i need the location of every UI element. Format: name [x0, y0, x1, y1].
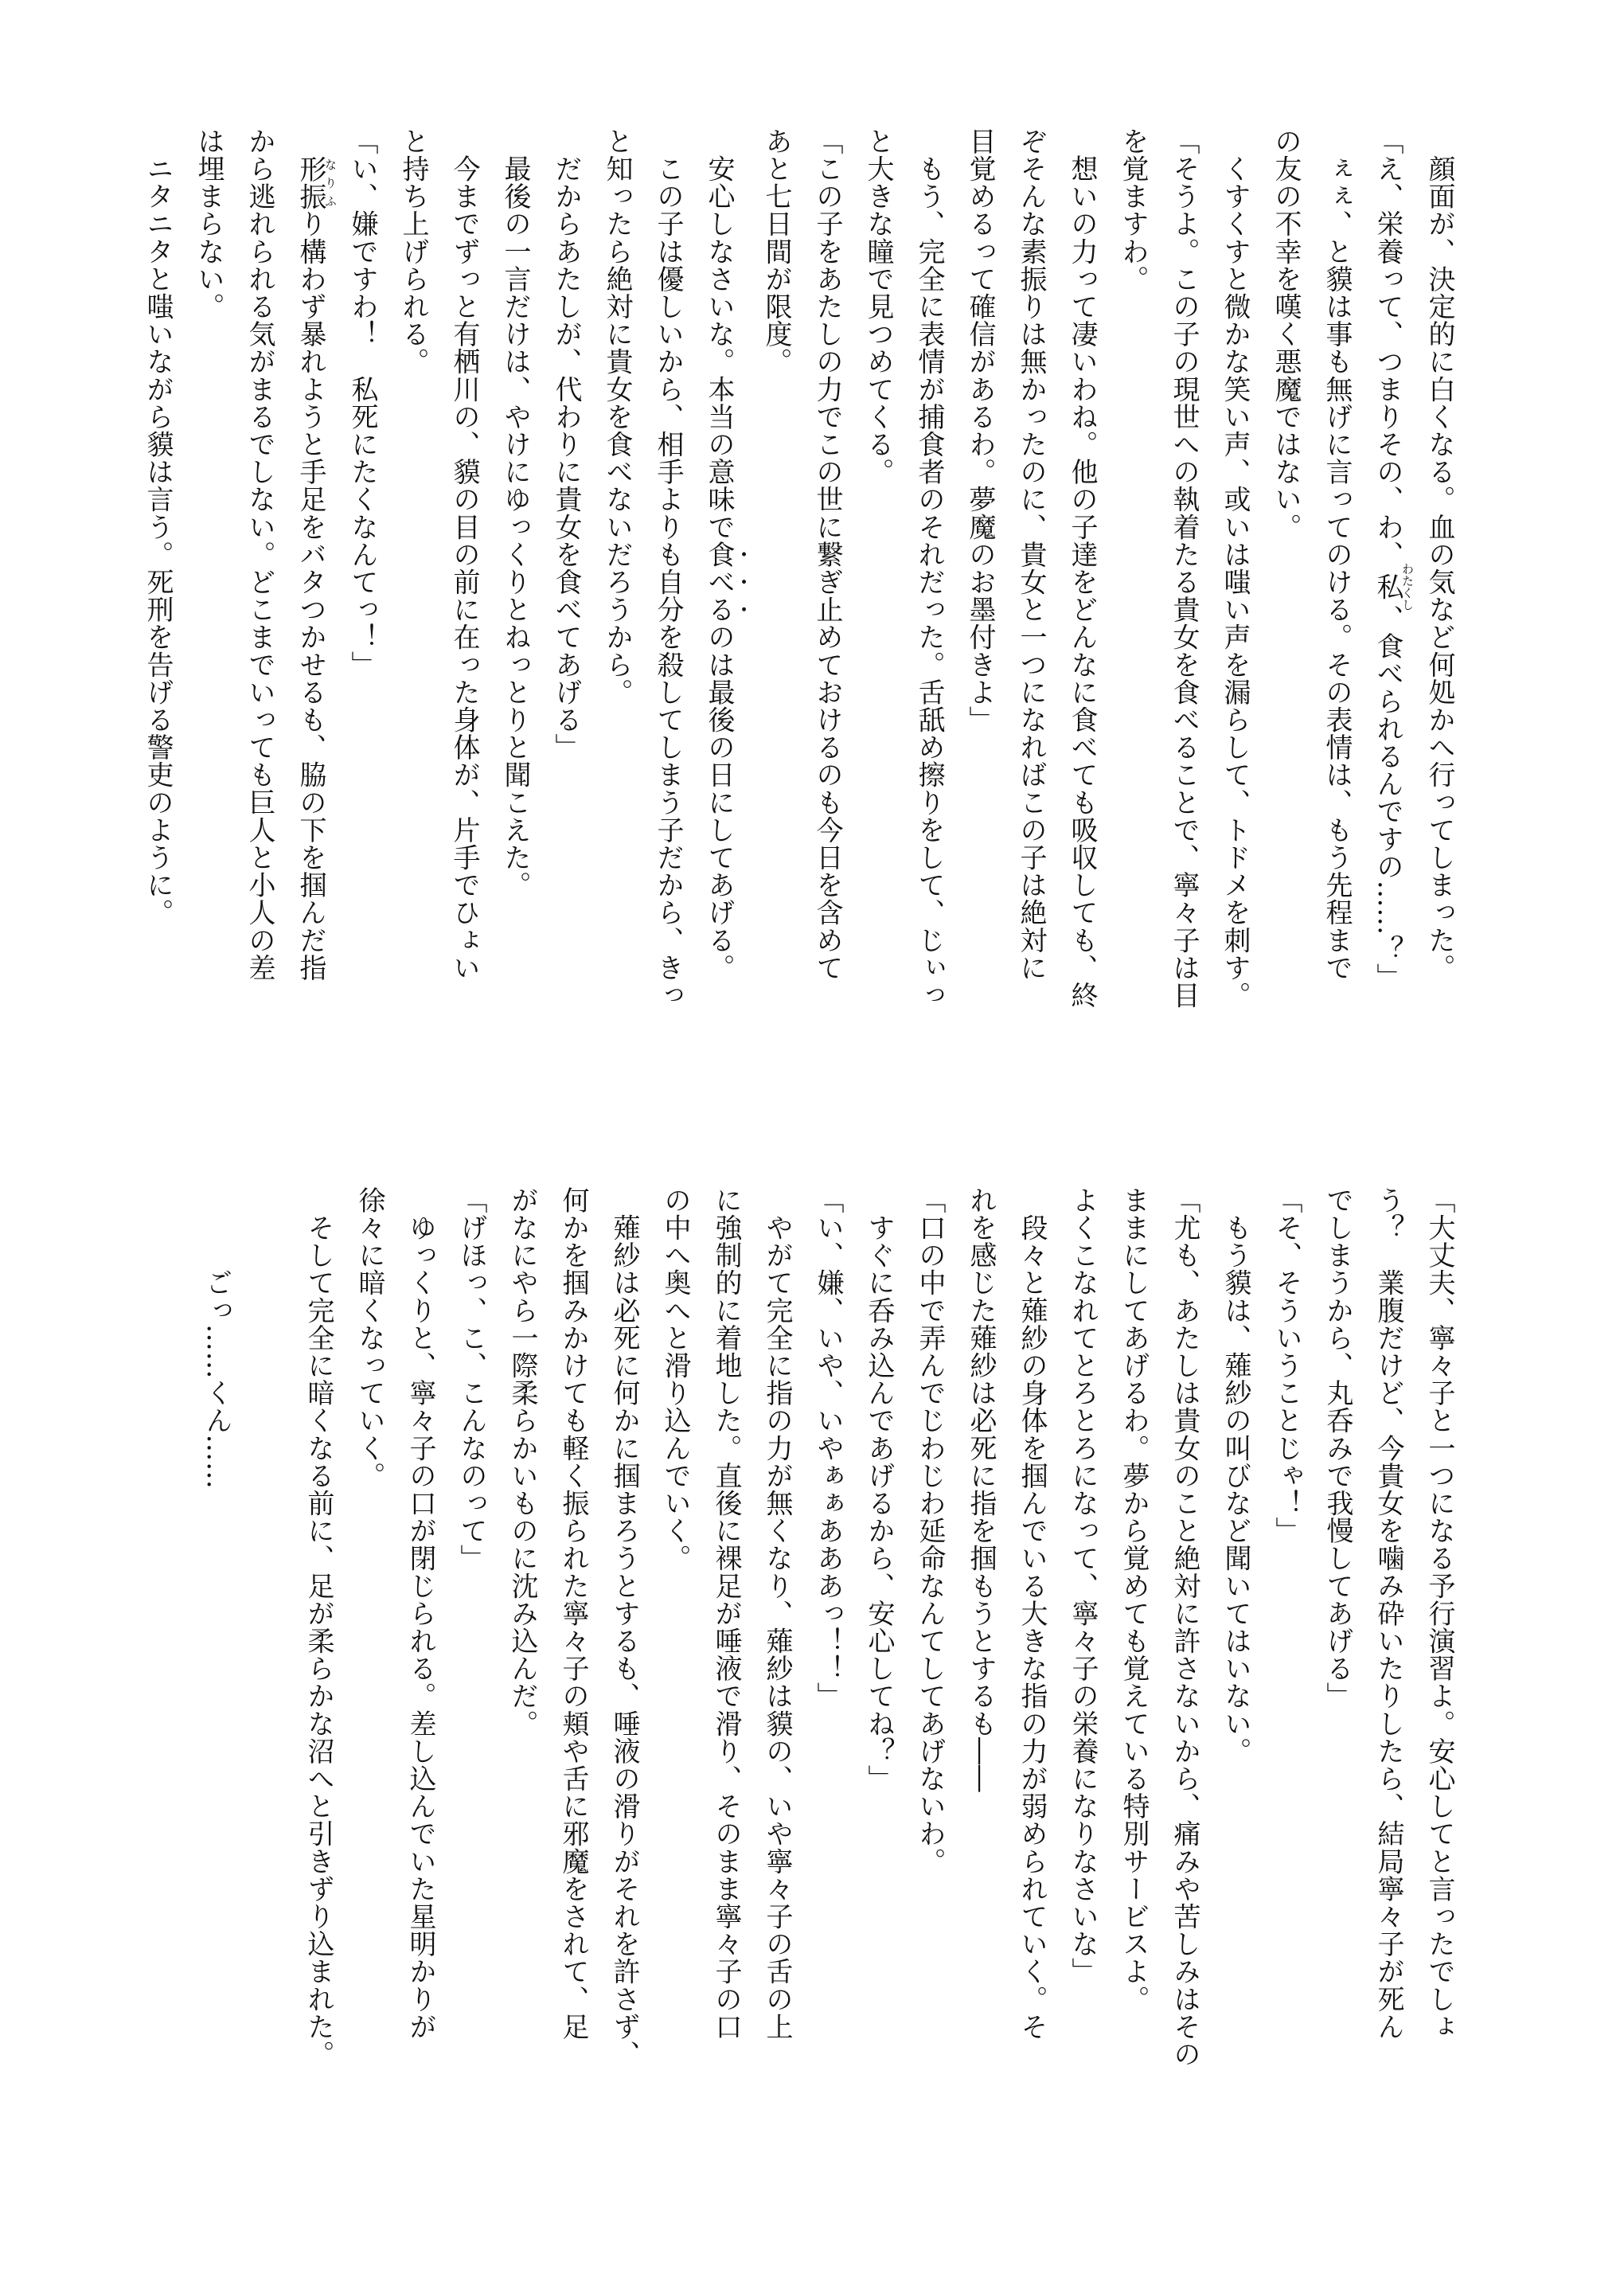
text-line: 「そうよ。この子の現世への執着たる貴女を食べることで、寧々子は目 — [1168, 127, 1200, 1010]
text-line: 安心しなさいな。本当の意味で食べるのは最後の日にしてあげる。 — [703, 154, 735, 982]
furigana: 形振なりふ — [295, 154, 338, 210]
text-line: やがて完全に指の力が無くなり、薙紗は貘の、いや寧々子の舌の上 — [761, 1213, 793, 2041]
text-line: 「い、嫌、いや、いやぁぁあああっ！！」 — [812, 1186, 844, 1710]
text-line: ままにしてあげるわ。夢から覚めても覚えている特別サービスよ。 — [1118, 1186, 1150, 2013]
text-line: よくこなれてとろとろになって、寧々子の栄養になりなさいな」 — [1067, 1186, 1099, 1986]
text-line: 「口の中で弄んでじわじわ延命なんてしてあげないわ。 — [914, 1186, 946, 1875]
text-line: の友の不幸を嘆く悪魔ではない。 — [1270, 127, 1302, 541]
text-line: 「この子をあたしの力でこの世に繋ぎ止めておけるのも今日を含めて — [811, 127, 843, 982]
text-line: と知ったら絶対に貴女を食べないだろうから。 — [601, 127, 633, 706]
text-line: くすくすと微かな笑い声、或いは嗤い声を漏らして、トドメを刺す。 — [1219, 154, 1251, 1010]
text-line: だからあたしが、代わりに貴女を食べてあげる」 — [550, 154, 582, 761]
text-line: に強制的に着地した。直後に裸足が唾液で滑り、そのまま寧々子の口 — [710, 1186, 742, 2041]
text-line: ぇぇ、と貘は事も無げに言ってのける。その表情は、もう先程まで — [1321, 154, 1353, 982]
text-line: もう貘は、薙紗の叫びなど聞いてはいない。 — [1220, 1213, 1251, 1765]
text-line: この子は優しいから、相手よりも自分を殺してしまう子だから、きっ — [652, 154, 684, 1010]
text-line: 最後の一言だけは、やけにゆっくりとねっとりと聞こえた。 — [499, 154, 531, 899]
text-line: 顔面が、決定的に白くなる。血の気など何処かへ行ってしまった。 — [1423, 154, 1455, 982]
blank-line — [242, 1186, 293, 2189]
text-line: 形振なりふり構わず暴れようと手足をバタつかせるも、脇の下を掴んだ指 — [295, 154, 338, 982]
text-line: 何かを掴みかけても軽く振られた寧々子の頬や舌に邪魔をされて、足 — [557, 1186, 589, 2041]
text-line: 薙紗は必死に何かに掴まろうとするも、唾液の滑りがそれを許さず、 — [608, 1213, 640, 2068]
text-line: 段々と薙紗の身体を掴んでいる大きな指の力が弱められていく。そ — [1016, 1213, 1048, 2041]
text-line: もう、完全に表情が捕食者のそれだった。舌舐め擦りをして、じぃっ — [913, 154, 945, 1010]
text-line: う？ 業腹だけど、今貴女を噛み砕いたりしたら、結局寧々子が死ん — [1372, 1186, 1404, 2041]
text-line: と大きな瞳で見つめてくる。 — [862, 127, 894, 486]
text-line: ニタニタと嗤いながら貘は言う。死刑を告げる警吏のように。 — [142, 154, 174, 927]
text-line: ごっ……くん…… — [201, 1268, 232, 1490]
text-line: あと七日間が限度。 — [760, 127, 792, 376]
text-line: 「大丈夫、寧々子と一つになる予行演習よ。安心してと言ったでしょ — [1423, 1186, 1455, 2041]
text-line: 徐々に暗くなっていく。 — [353, 1186, 385, 1490]
text-line: 目覚めるって確信があるわ。夢魔のお墨付きよ」 — [964, 127, 996, 734]
text-line: と持ち上げられる。 — [397, 127, 429, 376]
text-line: 「尤も、あたしは貴女のこと絶対に許さないから、痛みや苦しみはその — [1169, 1186, 1200, 2068]
upper-text-block — [132, 127, 1465, 1131]
text-line: でしまうから、丸呑みで我慢してあげる」 — [1321, 1186, 1353, 1710]
text-line: ぞそんな素振りは無かったのに、貴女と一つになればこの子は絶対に — [1015, 127, 1047, 982]
text-line: 「い、嫌ですわ！ 私死にたくなんてっ！」 — [346, 127, 378, 678]
furigana: 私わたくし — [1372, 562, 1415, 611]
text-line: 「そ、そういうことじゃ！」 — [1271, 1186, 1302, 1545]
text-line: 今までずっと有栖川の、貘の目の前に在った身体が、片手でひょい — [448, 154, 480, 982]
text-line: から逃れられる気がまるでしない。どこまでいっても巨人と小人の差 — [244, 127, 275, 982]
text-line: の中へ奥へと滑り込んでいく。 — [659, 1186, 691, 1572]
text-line: ゆっくりと、寧々子の口が閉じられる。差し込んでいた星明かりが — [404, 1213, 436, 2041]
text-line: すぐに呑み込んであげるから、安心してね？」 — [863, 1213, 895, 1793]
text-line: そして完全に暗くなる前に、足が柔らかな沼へと引きずり込まれた。 — [303, 1213, 334, 2068]
text-line: 「え、栄養って、つまりその、わ、私わたくし、食べられるんですの……？」 — [1372, 127, 1415, 990]
text-line: を覚ますわ。 — [1117, 127, 1149, 293]
emphasis-dots: 食べる — [703, 541, 735, 623]
text-line: は埋まらない。 — [193, 127, 224, 321]
lower-text-block — [191, 1186, 1465, 2189]
text-line: がなにやら一際柔らかいものに沈み込んだ。 — [506, 1186, 538, 1737]
text-line: れを感じた薙紗は必死に指を掴もうとするも―― — [965, 1186, 997, 1793]
text-line: 「げほっ、こ、こんなのって」 — [455, 1186, 487, 1572]
text-line: 想いの力って凄いわね。他の子達をどんなに食べても吸収しても、終 — [1066, 154, 1098, 1010]
